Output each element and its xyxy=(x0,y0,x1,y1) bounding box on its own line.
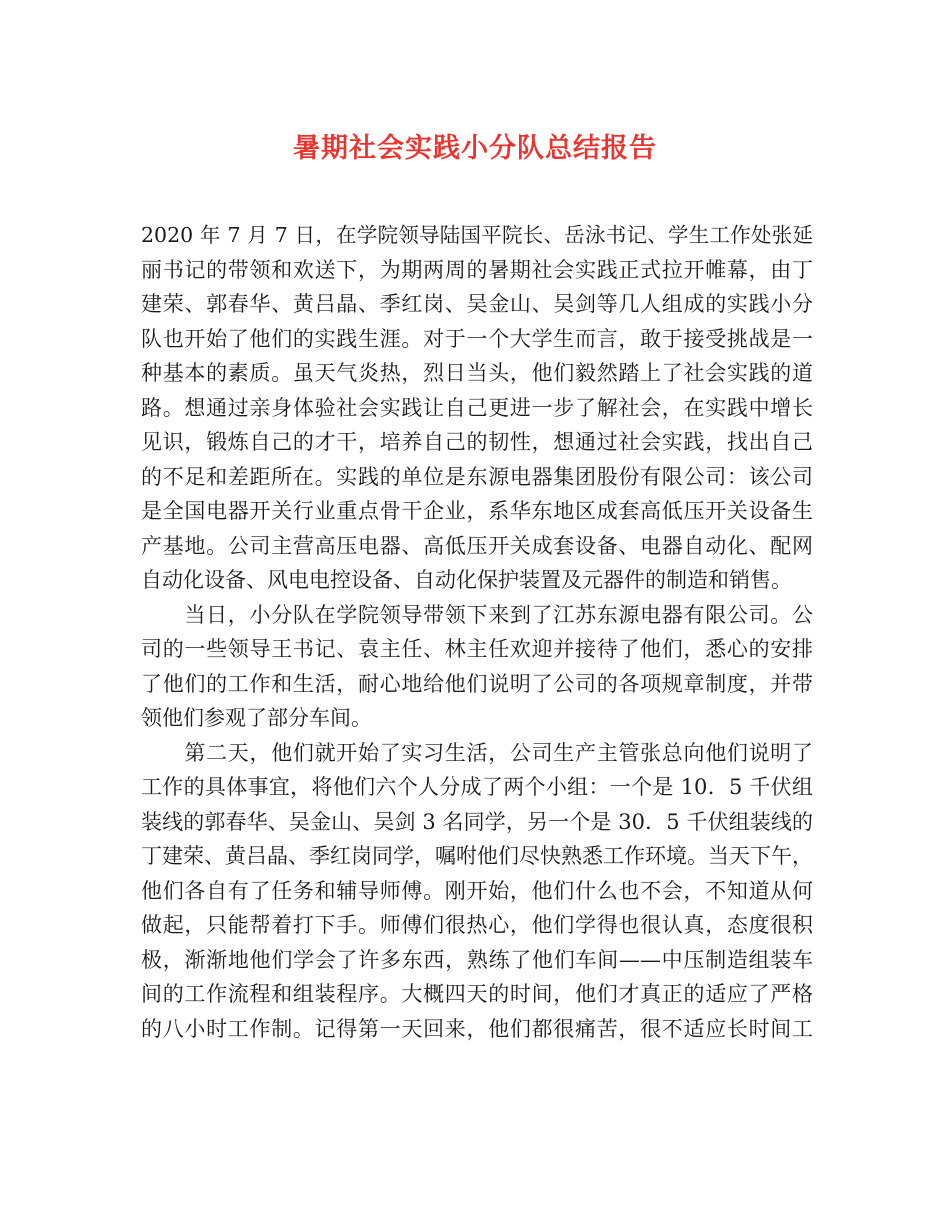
text-line: 做起，只能帮着打下手。师傅们很热心，他们学得也很认真，态度很积 xyxy=(141,913,813,937)
text-line: 极，渐渐地他们学会了许多东西，熟练了他们车间——中压制造组装车 xyxy=(141,947,813,972)
text-line: 司的一些领导王书记、袁主任、林主任欢迎并接待了他们，悉心的安排 xyxy=(141,637,813,661)
text-line: 的不足和差距所在。实践的单位是东源电器集团股份有限公司：该公司 xyxy=(141,464,813,489)
text-line: 丽书记的带领和欢送下，为期两周的暑期社会实践正式拉开帷幕，由丁 xyxy=(141,257,813,282)
text-line: 队也开始了他们的实践生涯。对于一个大学生而言，敢于接受挑战是一 xyxy=(141,326,813,351)
text-line: 2020 年 7 月 7 日，在学院领导陆国平院长、岳泳书记、学生工作处张延 xyxy=(141,223,813,247)
document-title: 暑期社会实践小分队总结报告 xyxy=(293,133,657,164)
text-line: 自动化设备、风电电控设备、自动化保护装置及元器件的制造和销售。 xyxy=(141,568,792,592)
text-line: 工作的具体事宜，将他们六个人分成了两个小组：一个是 10．5 千伏组 xyxy=(141,775,813,799)
text-line: 第二天，他们就开始了实习生活，公司生产主管张总向他们说明了 xyxy=(141,740,813,765)
text-line: 丁建荣、黄吕晶、季红岗同学，嘱咐他们尽快熟悉工作环境。当天下午， xyxy=(141,844,813,868)
text-line: 他们各自有了任务和辅导师傅。刚开始，他们什么也不会，不知道从何 xyxy=(141,878,813,903)
text-line: 装线的郭春华、吴金山、吴剑 3 名同学，另一个是 30．5 千伏组装线的 xyxy=(141,809,813,834)
document-body xyxy=(141,218,813,1046)
text-line: 当日，小分队在学院领导带领下来到了江苏东源电器有限公司。公 xyxy=(141,602,813,627)
text-line: 了他们的工作和生活，耐心地给他们说明了公司的各项规章制度，并带 xyxy=(141,671,813,696)
text-line: 种基本的素质。虽天气炎热，烈日当头，他们毅然踏上了社会实践的道 xyxy=(141,361,813,385)
text-line: 是全国电器开关行业重点骨干企业，系华东地区成套高低压开关设备生 xyxy=(141,499,813,523)
text-line: 的八小时工作制。记得第一天回来，他们都很痛苦，很不适应长时间工 xyxy=(141,1016,813,1041)
text-line: 路。想通过亲身体验社会实践让自己更进一步了解社会，在实践中增长 xyxy=(141,395,813,420)
text-line: 见识，锻炼自己的才干，培养自己的韧性，想通过社会实践，找出自己 xyxy=(141,430,813,454)
text-line: 领他们参观了部分车间。 xyxy=(141,706,372,730)
text-line: 间的工作流程和组装程序。大概四天的时间，他们才真正的适应了严格 xyxy=(141,982,813,1006)
text-line: 产基地。公司主营高压电器、高低压开关成套设备、电器自动化、配网 xyxy=(141,533,813,558)
text-line: 建荣、郭春华、黄吕晶、季红岗、吴金山、吴剑等几人组成的实践小分 xyxy=(141,292,813,316)
